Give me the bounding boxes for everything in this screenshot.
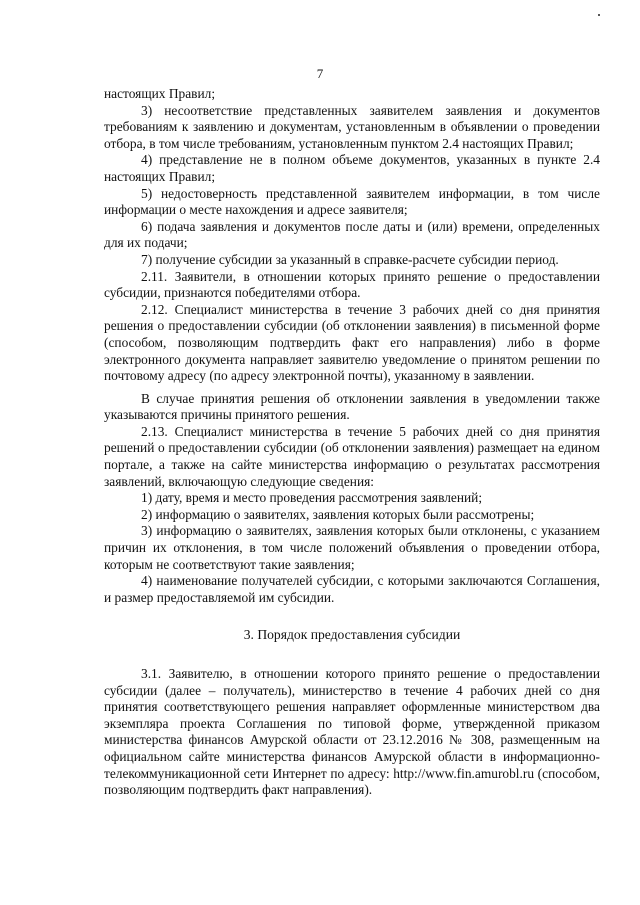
info-item-3: 3) информацию о заявителях, заявления которых были отклонены, с указанием причин их отклонения, в том числе положений объявления о проведении отбора, которым не соответствуют такие заявления; bbox=[104, 523, 600, 572]
paragraph-continuation: настоящих Правил; bbox=[104, 86, 216, 101]
list-item-5: 5) недостоверность представленной заявителем информации, в том числе информации о месте нахождения и адресе заявителя; bbox=[104, 185, 600, 218]
list-item-3: 3) несоответствие представленных заявителем заявления и документов требованиям к заявлению и документам, установленным в объявлении о проведении отбора, в том числе требованиям, установленным пунктом 2.4 настоящих Правил; bbox=[104, 102, 600, 151]
ministry-url: http://www.fin.amurobl.ru bbox=[393, 765, 535, 781]
rejection-note: В случае принятия решения об отклонении заявления в уведомлении также указываются причины принятого решения. bbox=[104, 390, 600, 423]
clause-3-1-tail: (способом, позволяющим подтвердить факт направления). bbox=[104, 765, 600, 798]
clause-3-1 bbox=[104, 666, 600, 799]
page-number: 7 bbox=[316, 66, 324, 81]
info-item-2: 2) информацию о заявителях, заявления которых были рассмотрены; bbox=[141, 506, 535, 522]
section-heading: 3. Порядок предоставления субсидии bbox=[243, 627, 461, 643]
list-item-4: 4) представление не в полном объеме документов, указанных в пункте 2.4 настоящих Правил; bbox=[104, 152, 600, 184]
clause-2-12: 2.12. Специалист министерства в течение 3 рабочих дней со дня принятия решения о предоставлении субсидии (об отклонении заявления) в письменной форме (способом, позволяющим подтвердить факт его направления) либо в форме электронного документа направляет заявителю уведомление о принятом решении по почтовому адресу (по адресу электронной почты), указанному в заявлении. bbox=[104, 301, 600, 384]
list-item-6: 6) подача заявления и документов после даты и (или) времени, определенных для их подачи; bbox=[104, 218, 600, 251]
clause-2-13: 2.13. Специалист министерства в течение 5 рабочих дней со дня принятия решений о предоставлении субсидии (об отклонении заявления) размещает на едином портале, а также на сайте министерства информацию о результатах рассмотрения заявлений, включающую следующие сведения: bbox=[104, 423, 600, 489]
info-item-1: 1) дату, время и место проведения рассмотрения заявлений; bbox=[141, 490, 483, 506]
info-item-4: 4) наименование получателей субсидии, с которыми заключаются Соглашения, и размер предоставляемой им субсидии. bbox=[104, 573, 600, 605]
document-body bbox=[104, 86, 600, 799]
scan-speck bbox=[598, 14, 600, 16]
clause-3-1-text: 3.1. Заявителю, в отношении которого принято решение о предоставлении субсидии (далее – получатель), министерство в течение 4 рабочих дней со дня принятия соответствующего решения направляет оформленные министерством два экземпляра проекта Соглашения по типовой форме, утвержденной приказом министерства финансов Амурской области от 23.12.2016 № 308, размещенным на официальном сайте министерства финансов Амурской области в информационно-телекоммуникационной сети Интернет по адресу: bbox=[104, 666, 600, 781]
clause-2-11: 2.11. Заявители, в отношении которых принято решение о предоставлении субсидии, признаются победителями отбора. bbox=[104, 268, 600, 301]
list-item-7: 7) получение субсидии за указанный в справке-расчете субсидии период. bbox=[141, 251, 559, 267]
